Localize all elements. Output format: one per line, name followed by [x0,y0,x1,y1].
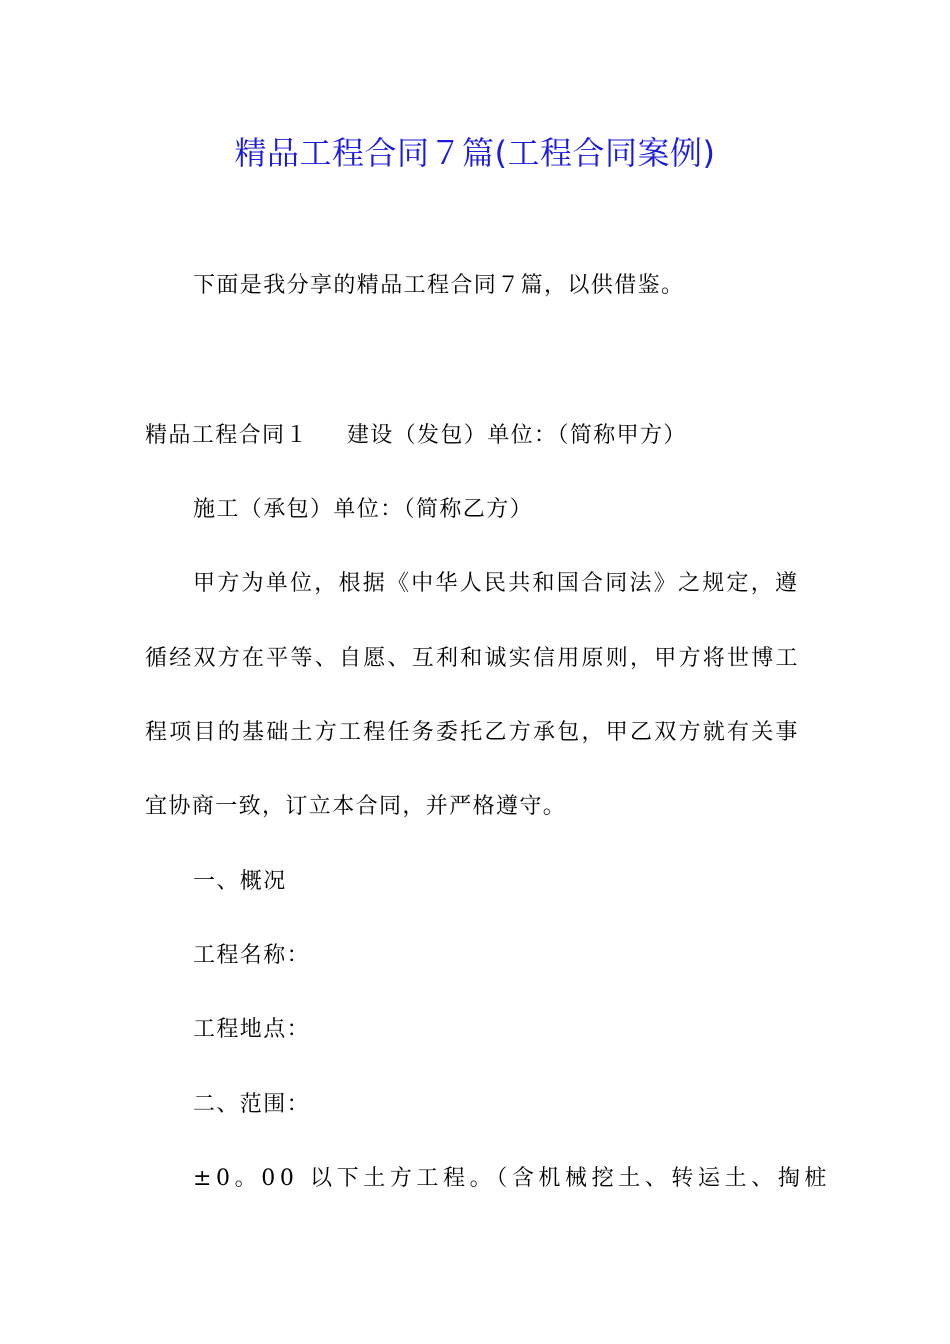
party-b-line: 施工（承包）单位：（简称乙方） [193,497,534,522]
paragraph-line: 甲方为单位，根据《中华人民共和国合同法》之规定，遵 [193,571,800,596]
document-title: 精品工程合同７篇(工程合同案例) [234,134,716,172]
project-location-label: 工程地点： [193,1017,311,1042]
project-name-label: 工程名称： [193,943,311,968]
contract-heading: 精品工程合同１ [145,423,309,448]
contract-heading-line [145,418,805,454]
section-heading-overview: 一、概况 [193,869,287,894]
paragraph-line: 程项目的基础土方工程任务委托乙方承包，甲乙双方就有关事 [145,720,800,745]
section-heading-scope: 二、范围： [193,1092,311,1117]
intro-paragraph: 下面是我分享的精品工程合同７篇，以供借鉴。 [193,273,685,298]
party-a-line: 建设（发包）单位：（简称甲方） [346,423,687,448]
paragraph-line: 宜协商一致，订立本合同，并严格遵守。 [145,794,567,819]
paragraph-line: 循经双方在平等、自愿、互利和诚实信用原则，甲方将世博工 [145,646,800,671]
scope-text: ±0。00 以下土方工程。（含机械挖土、转运土、掏桩 [193,1166,832,1191]
